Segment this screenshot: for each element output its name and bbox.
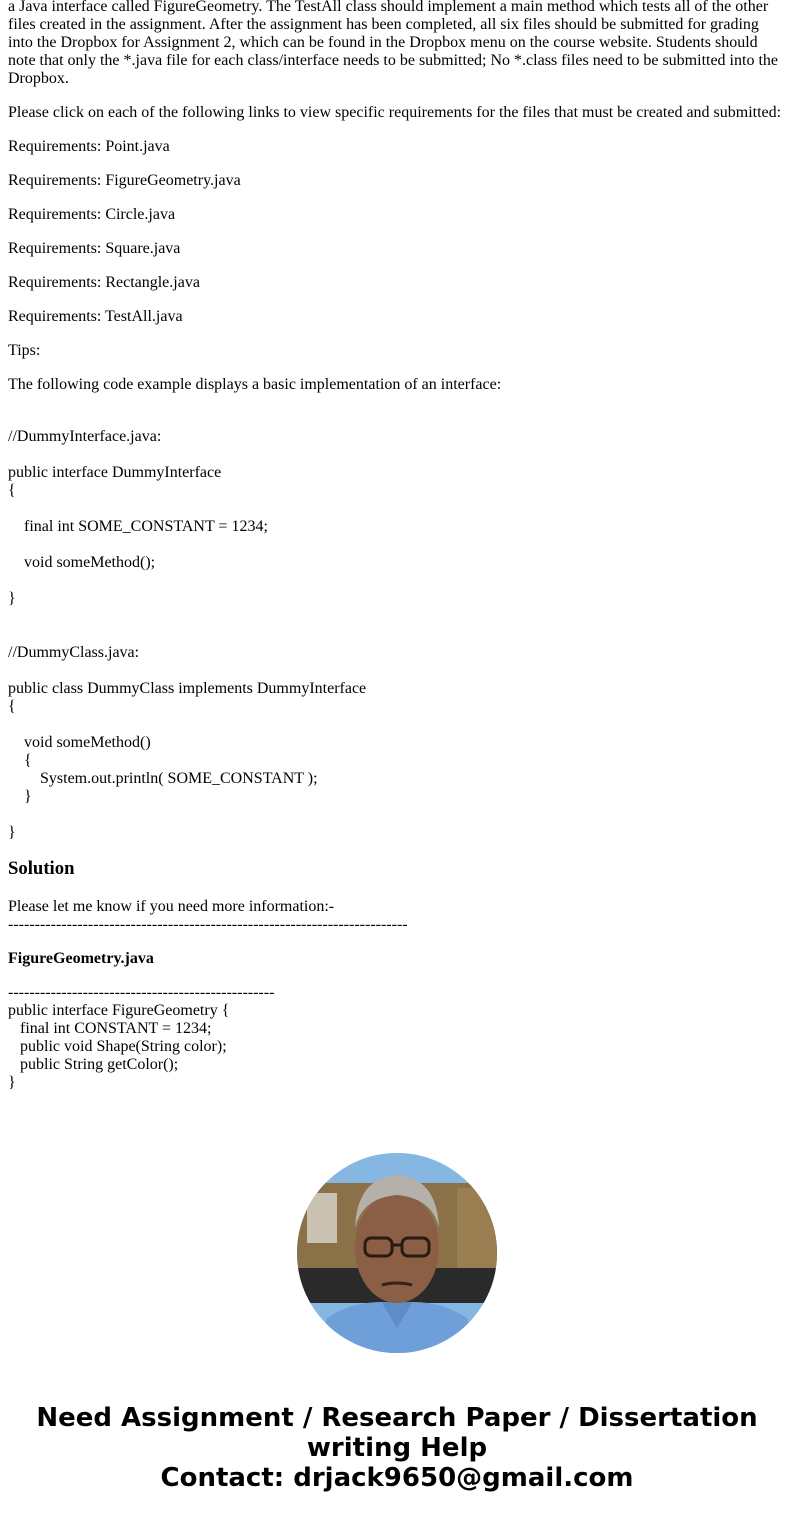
code-line: } (8, 1074, 16, 1091)
avatar (297, 1153, 497, 1353)
code-line: public interface FigureGeometry { (8, 1002, 230, 1019)
contact-banner (0, 1403, 794, 1493)
requirement-point[interactable]: Requirements: Point.java (8, 138, 170, 155)
solution-note: Please let me know if you need more information:- (8, 898, 335, 915)
links-intro: Please click on each of the following links to view specific requirements for the files that must be created and submitted: (8, 104, 782, 121)
code-line (8, 716, 786, 734)
solution-file-title: FigureGeometry.java (8, 950, 154, 967)
code-line: public interface DummyInterface (8, 464, 222, 481)
code-line: } (8, 788, 32, 805)
code-line (8, 536, 786, 554)
code-line: public void Shape(String color); (8, 1038, 227, 1055)
intro-paragraph: a Java interface called FigureGeometry. The TestAll class should implement a main method which tests all of the other files created in the assignment. After the assignment has been completed, all six files should be submitted for grading into the Dropbox for Assignment 2, which can be found in the Dropbox menu on the course website. Students should note that only the *.java file for each class/interface needs to be submitted; No *.class files need to be submitted into the Dropbox. (8, 0, 778, 87)
code-line: void someMethod(); (8, 554, 156, 571)
tips-text: The following code example displays a basic implementation of an interface: (8, 376, 502, 393)
divider-short: -------------------------------------------------- (8, 984, 275, 1001)
solution-heading: Solution (8, 858, 75, 879)
solution-body (8, 898, 786, 1092)
code-line (8, 500, 786, 518)
code-line: final int CONSTANT = 1234; (8, 1020, 212, 1037)
dummy-class-code (8, 608, 786, 842)
requirement-figuregeometry[interactable]: Requirements: FigureGeometry.java (8, 172, 241, 189)
code-comment: //DummyInterface.java: (8, 428, 162, 445)
dummy-interface-code (8, 410, 786, 608)
banner-contact-email[interactable]: Contact: drjack9650@gmail.com (160, 1463, 634, 1493)
requirement-testall[interactable]: Requirements: TestAll.java (8, 308, 183, 325)
code-line: } (8, 590, 16, 607)
code-line (8, 572, 786, 590)
requirement-circle[interactable]: Requirements: Circle.java (8, 206, 176, 223)
requirement-rectangle[interactable]: Requirements: Rectangle.java (8, 274, 200, 291)
code-line: final int SOME_CONSTANT = 1234; (8, 518, 268, 535)
code-line (8, 806, 786, 824)
banner-line-2: writing Help (306, 1433, 488, 1463)
code-line: public String getColor(); (8, 1056, 179, 1073)
code-line: public class DummyClass implements DummyInterface (8, 680, 367, 697)
person-portrait-icon (297, 1153, 497, 1353)
banner-line-1: Need Assignment / Research Paper / Dissertation (36, 1403, 758, 1433)
code-line: { (8, 482, 16, 499)
code-line: void someMethod() (8, 734, 151, 751)
code-comment: //DummyClass.java: (8, 644, 140, 661)
requirement-square[interactable]: Requirements: Square.java (8, 240, 181, 257)
code-line: } (8, 824, 16, 841)
code-line: System.out.println( SOME_CONSTANT ); (8, 770, 318, 787)
tips-label: Tips: (8, 342, 41, 359)
code-line: { (8, 698, 16, 715)
code-line: { (8, 752, 32, 769)
divider-long: --------------------------------------------------------------------------- (8, 916, 408, 933)
document-body (8, 0, 786, 1092)
